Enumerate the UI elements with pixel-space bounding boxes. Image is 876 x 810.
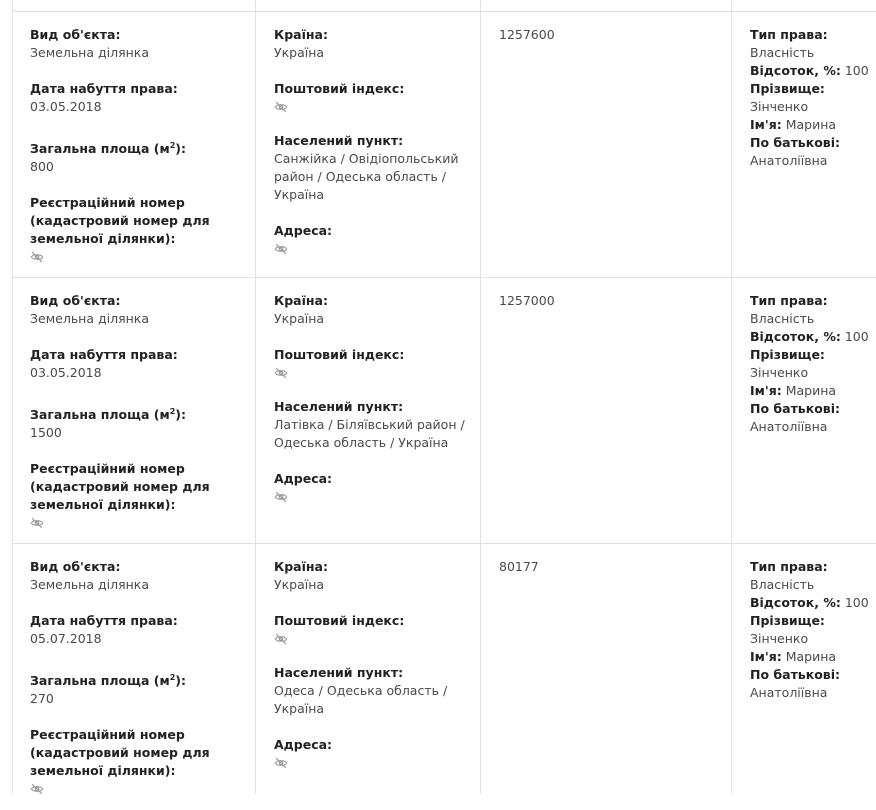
surname-value: Зінченко bbox=[750, 99, 809, 114]
object-cell bbox=[30, 558, 250, 796]
patronymic-value: Анатоліївна bbox=[750, 685, 828, 700]
object-type-value: Земельна ділянка bbox=[30, 45, 149, 60]
value-cell bbox=[499, 26, 719, 44]
eye-slash-icon[interactable] bbox=[30, 516, 44, 530]
asset-value: 1257600 bbox=[499, 27, 555, 42]
surname-label: Прізвище: bbox=[750, 613, 825, 628]
right-type-label: Тип права: bbox=[750, 293, 828, 308]
postal-label: Поштовий індекс: bbox=[274, 347, 405, 362]
postal-label: Поштовий індекс: bbox=[274, 81, 405, 96]
object-cell bbox=[30, 292, 250, 530]
object-type-label: Вид об'єкта: bbox=[30, 27, 121, 42]
eye-slash-icon[interactable] bbox=[274, 490, 288, 504]
patronymic-label: По батькові: bbox=[750, 135, 840, 150]
right-type-label: Тип права: bbox=[750, 559, 828, 574]
surname-value: Зінченко bbox=[750, 365, 809, 380]
location-cell bbox=[274, 558, 474, 770]
reg-number-label: Реєстраційний номер (кадастровий номер для земельної ділянки): bbox=[30, 195, 210, 247]
patronymic-value: Анатоліївна bbox=[750, 419, 828, 434]
rights-cell bbox=[750, 26, 876, 170]
acquire-date-value: 05.07.2018 bbox=[30, 631, 102, 646]
name-line: Ім'я: Марина bbox=[750, 117, 837, 132]
locality-value: Санжійка / Овідіопольський район / Одеська область / Україна bbox=[274, 151, 459, 202]
country-label: Країна: bbox=[274, 27, 328, 42]
acquire-date-label: Дата набуття права: bbox=[30, 81, 178, 96]
right-type-value: Власність bbox=[750, 577, 815, 592]
eye-slash-icon[interactable] bbox=[274, 632, 288, 646]
eye-slash-icon[interactable] bbox=[30, 250, 44, 264]
address-label: Адреса: bbox=[274, 223, 333, 238]
percent-line: Відсоток, %: 100 bbox=[750, 329, 869, 344]
table-row bbox=[12, 12, 876, 278]
country-label: Країна: bbox=[274, 559, 328, 574]
surname-label: Прізвище: bbox=[750, 347, 825, 362]
locality-value: Латівка / Біляївський район / Одеська область / Україна bbox=[274, 417, 465, 450]
acquire-date-value: 03.05.2018 bbox=[30, 99, 102, 114]
object-type-value: Земельна ділянка bbox=[30, 311, 149, 326]
name-line: Ім'я: Марина bbox=[750, 649, 837, 664]
acquire-date-label: Дата набуття права: bbox=[30, 613, 178, 628]
reg-number-label: Реєстраційний номер (кадастровий номер для земельної ділянки): bbox=[30, 461, 210, 513]
surname-label: Прізвище: bbox=[750, 81, 825, 96]
object-type-label: Вид об'єкта: bbox=[30, 559, 121, 574]
locality-label: Населений пункт: bbox=[274, 399, 404, 414]
patronymic-label: По батькові: bbox=[750, 401, 840, 416]
eye-slash-icon[interactable] bbox=[274, 366, 288, 380]
patronymic-label: По батькові: bbox=[750, 667, 840, 682]
area-value: 1500 bbox=[30, 425, 62, 441]
percent-line: Відсоток, %: 100 bbox=[750, 63, 869, 78]
country-value: Україна bbox=[274, 311, 325, 326]
rights-cell bbox=[750, 558, 876, 702]
country-value: Україна bbox=[274, 577, 325, 592]
address-label: Адреса: bbox=[274, 471, 333, 486]
right-type-value: Власність bbox=[750, 311, 815, 326]
percent-line: Відсоток, %: 100 bbox=[750, 595, 869, 610]
locality-label: Населений пункт: bbox=[274, 665, 404, 680]
address-label: Адреса: bbox=[274, 737, 333, 752]
value-cell bbox=[499, 558, 719, 576]
country-label: Країна: bbox=[274, 293, 328, 308]
patronymic-value: Анатоліївна bbox=[750, 153, 828, 168]
asset-value: 1257000 bbox=[499, 293, 555, 308]
eye-slash-icon[interactable] bbox=[30, 782, 44, 796]
right-type-value: Власність bbox=[750, 45, 815, 60]
reg-number-label: Реєстраційний номер (кадастровий номер для земельної ділянки): bbox=[30, 727, 210, 779]
locality-label: Населений пункт: bbox=[274, 133, 404, 148]
area-label: Загальна площа $(м^2)$: bbox=[30, 673, 186, 689]
acquire-date-value: 03.05.2018 bbox=[30, 365, 102, 380]
eye-slash-icon[interactable] bbox=[274, 100, 288, 114]
value-cell bbox=[499, 292, 719, 310]
name-line: Ім'я: Марина bbox=[750, 383, 837, 398]
area-value: 270 bbox=[30, 691, 54, 707]
area-label: Загальна площа $(м^2)$: bbox=[30, 141, 186, 157]
rights-cell bbox=[750, 292, 876, 436]
acquire-date-label: Дата набуття права: bbox=[30, 347, 178, 362]
location-cell bbox=[274, 26, 474, 256]
object-cell bbox=[30, 26, 250, 264]
area-value: 800 bbox=[30, 159, 54, 175]
eye-slash-icon[interactable] bbox=[274, 756, 288, 770]
object-type-value: Земельна ділянка bbox=[30, 577, 149, 592]
eye-slash-icon[interactable] bbox=[274, 242, 288, 256]
surname-value: Зінченко bbox=[750, 631, 809, 646]
asset-value: 80177 bbox=[499, 559, 539, 574]
postal-label: Поштовий індекс: bbox=[274, 613, 405, 628]
right-type-label: Тип права: bbox=[750, 27, 828, 42]
country-value: Україна bbox=[274, 45, 325, 60]
table-row bbox=[12, 544, 876, 810]
area-label: Загальна площа $(м^2)$: bbox=[30, 407, 186, 423]
location-cell bbox=[274, 292, 474, 504]
table-row bbox=[12, 278, 876, 544]
locality-value: Одеса / Одеська область / Україна bbox=[274, 683, 448, 716]
object-type-label: Вид об'єкта: bbox=[30, 293, 121, 308]
